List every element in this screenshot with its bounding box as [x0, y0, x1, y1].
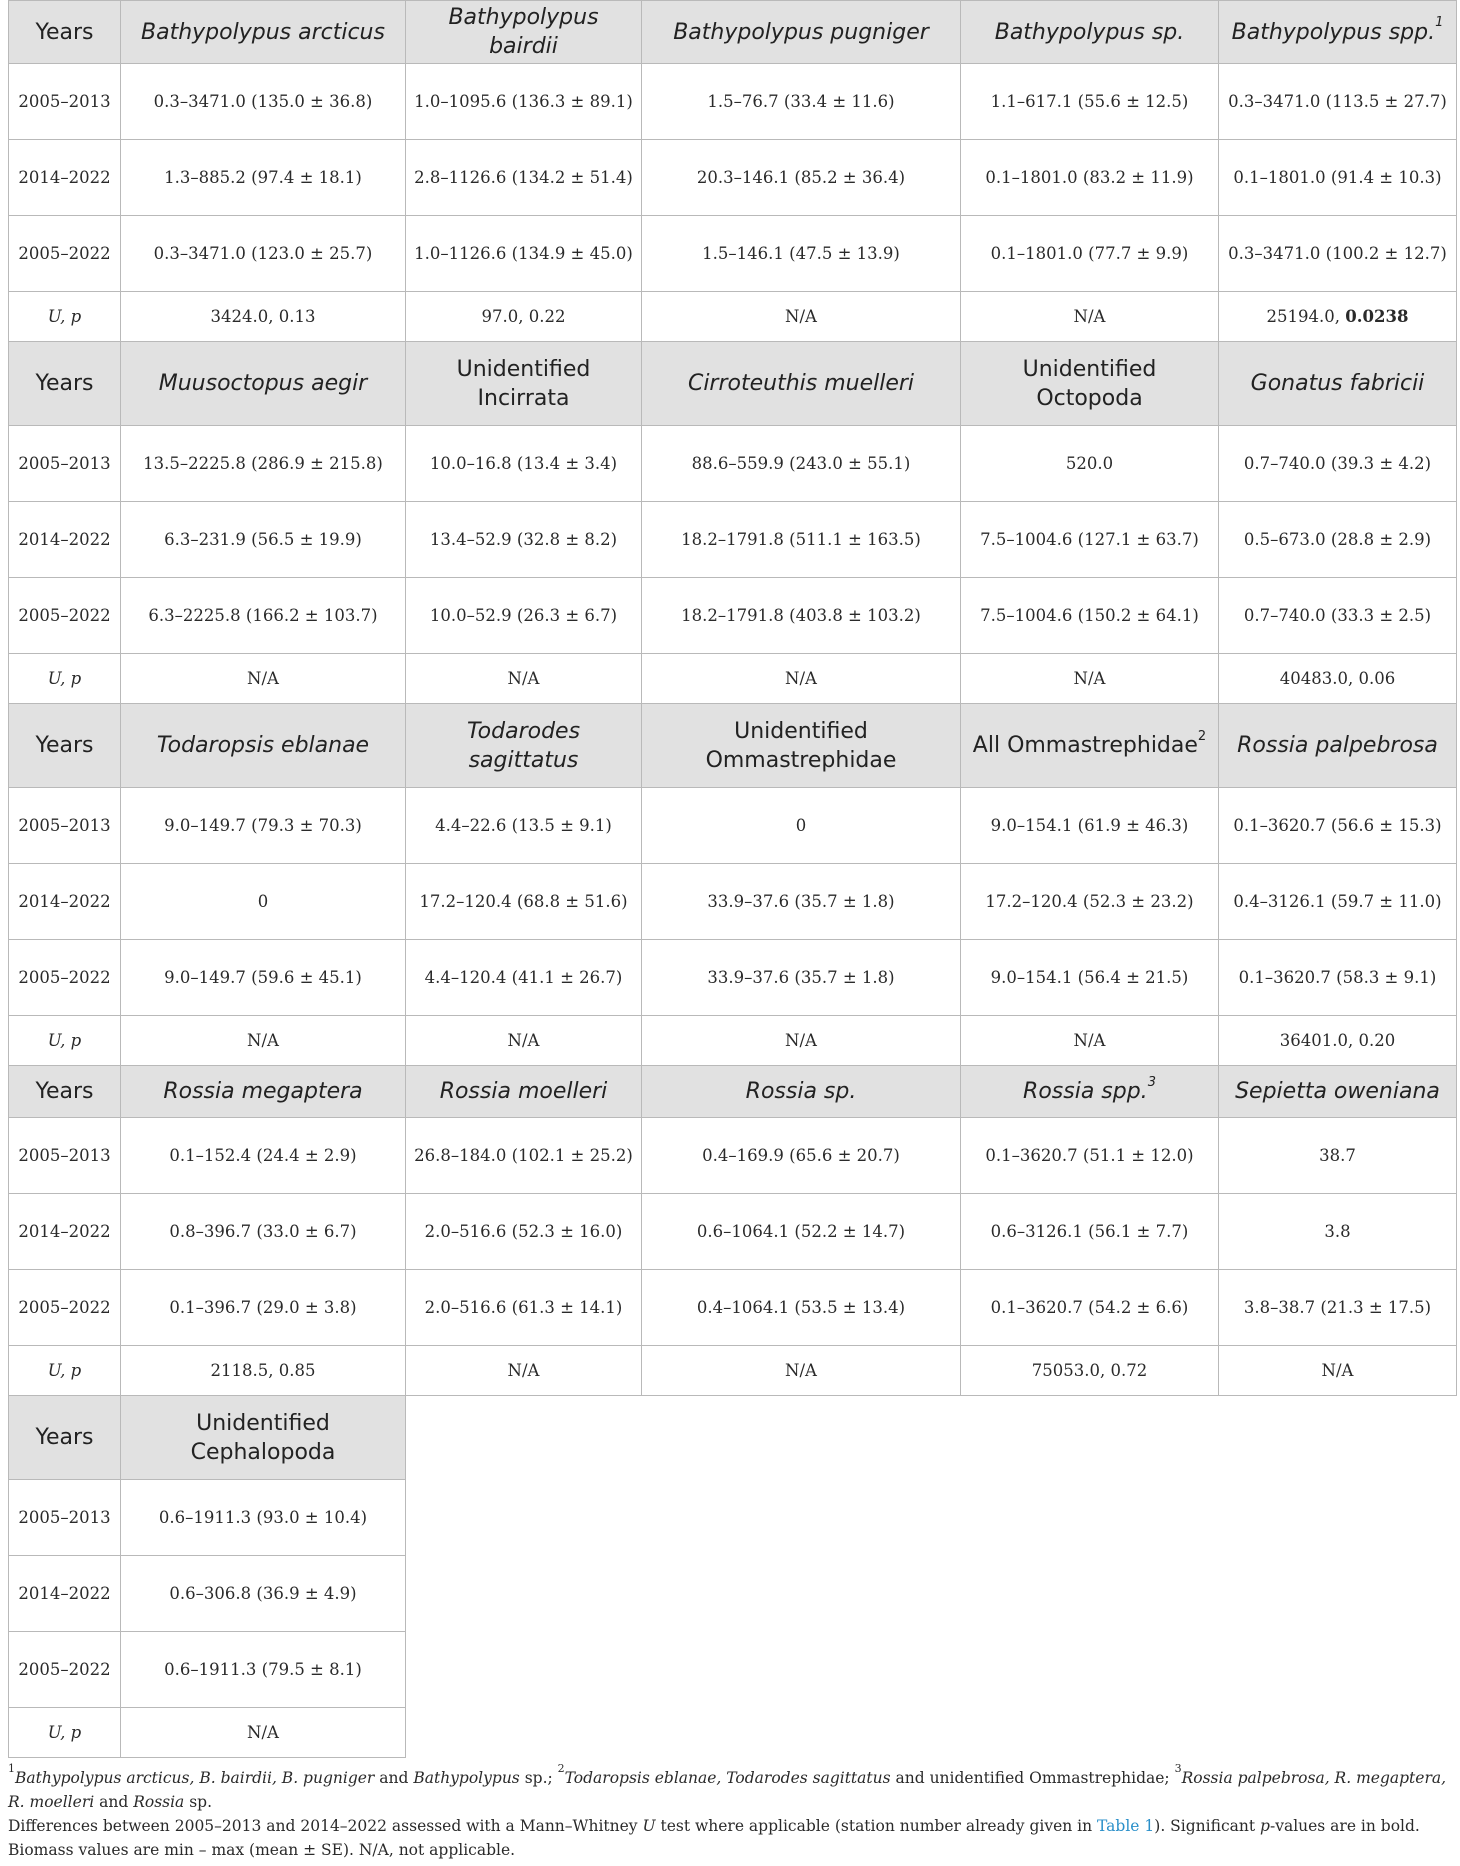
table-row [9, 1556, 1457, 1632]
biomass-cell: 20.3–146.1 (85.2 ± 36.4) [642, 140, 961, 216]
u-p-label: U, p [9, 1016, 121, 1066]
table-row [9, 64, 1457, 140]
biomass-cell: 10.0–16.8 (13.4 ± 3.4) [406, 426, 642, 502]
year-range-cell: 2005–2013 [9, 64, 121, 140]
u-test-value: N/A [1073, 306, 1106, 326]
species-header [642, 704, 961, 788]
biomass-cell: 0.1–1801.0 (91.4 ± 10.3) [1219, 140, 1457, 216]
species-name: Todaropsis eblanae [156, 733, 370, 758]
empty-cell [642, 1396, 961, 1480]
u-test-cell [961, 654, 1219, 704]
species-name: Rossia palpebrosa [1237, 733, 1438, 758]
biomass-cell: 0.4–3126.1 (59.7 ± 11.0) [1219, 864, 1457, 940]
table-row [9, 940, 1457, 1016]
u-test-cell [1219, 292, 1457, 342]
biomass-cell: 7.5–1004.6 (127.1 ± 63.7) [961, 502, 1219, 578]
table-row [9, 502, 1457, 578]
empty-cell [642, 1632, 961, 1708]
u-test-value: 3424.0, 0.13 [210, 306, 316, 326]
header-row [9, 1066, 1457, 1118]
biomass-cell: 17.2–120.4 (52.3 ± 23.2) [961, 864, 1219, 940]
species-header [961, 704, 1219, 788]
empty-cell [642, 1480, 961, 1556]
u-p-label: U, p [9, 1708, 121, 1758]
significant-p-value: 0.0238 [1345, 306, 1409, 326]
u-test-value: N/A [785, 668, 817, 688]
species-name: Bathypolypus spp. [1231, 19, 1436, 45]
empty-cell [961, 1708, 1219, 1758]
species-header [121, 1396, 406, 1480]
species-header [406, 704, 642, 788]
empty-cell [406, 1480, 642, 1556]
biomass-cell: 0.1–1801.0 (77.7 ± 9.9) [961, 216, 1219, 292]
empty-cell [1219, 1480, 1457, 1556]
u-test-row [9, 1346, 1457, 1396]
header-row [9, 704, 1457, 788]
biomass-cell: 18.2–1791.8 (511.1 ± 163.5) [642, 502, 961, 578]
biomass-cell: 0 [121, 864, 406, 940]
u-test-value: 2118.5, 0.85 [210, 1360, 316, 1380]
species-name: Bathypolypus bairdii [448, 5, 599, 59]
species-name: Unidentified Cephalopoda [190, 1410, 336, 1465]
biomass-cell: 0.1–396.7 (29.0 ± 3.8) [121, 1270, 406, 1346]
table-row [9, 216, 1457, 292]
biomass-cell: 18.2–1791.8 (403.8 ± 103.2) [642, 578, 961, 654]
biomass-cell: 1.3–885.2 (97.4 ± 18.1) [121, 140, 406, 216]
species-name: Rossia sp. [745, 1079, 857, 1104]
biomass-cell: 0.1–1801.0 (83.2 ± 11.9) [961, 140, 1219, 216]
u-test-cell [642, 654, 961, 704]
u-test-cell [1219, 654, 1457, 704]
biomass-cell: 6.3–231.9 (56.5 ± 19.9) [121, 502, 406, 578]
empty-cell [406, 1632, 642, 1708]
footnote-marker: 2 [1197, 728, 1207, 744]
species-header [406, 1, 642, 64]
species-name: Gonatus fabricii [1250, 371, 1425, 396]
u-test-cell [406, 1346, 642, 1396]
u-test-cell [121, 654, 406, 704]
table-row [9, 864, 1457, 940]
biomass-cell: 3.8 [1219, 1194, 1457, 1270]
footnote-marker: 3 [1147, 1074, 1156, 1090]
species-name: Rossia megaptera [163, 1079, 363, 1104]
species-header [642, 1066, 961, 1118]
u-test-row [9, 1708, 1457, 1758]
empty-cell [961, 1396, 1219, 1480]
u-test-cell [121, 1346, 406, 1396]
biomass-cell: 2.0–516.6 (61.3 ± 14.1) [406, 1270, 642, 1346]
species-header [1219, 704, 1457, 788]
year-range-cell: 2005–2013 [9, 426, 121, 502]
u-test-value: N/A [785, 1360, 817, 1380]
u-test-cell [961, 292, 1219, 342]
species-name: Rossia moelleri [439, 1079, 608, 1104]
year-range-cell: 2005–2013 [9, 788, 121, 864]
years-header: Years [9, 1396, 121, 1480]
u-test-value: 36401.0, 0.20 [1279, 1030, 1396, 1050]
years-header: Years [9, 342, 121, 426]
empty-cell [1219, 1708, 1457, 1758]
u-test-cell [642, 1346, 961, 1396]
biomass-cell: 2.8–1126.6 (134.2 ± 51.4) [406, 140, 642, 216]
u-test-value: N/A [1073, 1030, 1106, 1050]
biomass-cell: 26.8–184.0 (102.1 ± 25.2) [406, 1118, 642, 1194]
empty-cell [961, 1556, 1219, 1632]
biomass-cell: 4.4–120.4 (41.1 ± 26.7) [406, 940, 642, 1016]
table-row [9, 1632, 1457, 1708]
empty-cell [406, 1708, 642, 1758]
biomass-cell: 1.0–1126.6 (134.9 ± 45.0) [406, 216, 642, 292]
u-test-cell [961, 1016, 1219, 1066]
years-header: Years [9, 704, 121, 788]
empty-cell [961, 1632, 1219, 1708]
biomass-cell: 0.4–1064.1 (53.5 ± 13.4) [642, 1270, 961, 1346]
biomass-cell: 9.0–154.1 (56.4 ± 21.5) [961, 940, 1219, 1016]
biomass-cell: 0.1–3620.7 (58.3 ± 9.1) [1219, 940, 1457, 1016]
biomass-cell: 2.0–516.6 (52.3 ± 16.0) [406, 1194, 642, 1270]
biomass-cell: 0.3–3471.0 (100.2 ± 12.7) [1219, 216, 1457, 292]
biomass-cell: 9.0–149.7 (59.6 ± 45.1) [121, 940, 406, 1016]
u-test-value: N/A [1321, 1360, 1354, 1380]
page [8, 0, 1456, 1862]
species-header [1219, 1, 1457, 64]
u-p-label: U, p [9, 1346, 121, 1396]
empty-cell [642, 1708, 961, 1758]
empty-cell [406, 1556, 642, 1632]
table-row [9, 1118, 1457, 1194]
year-range-cell: 2005–2022 [9, 940, 121, 1016]
species-name: Cirroteuthis muelleri [687, 371, 915, 396]
empty-cell [642, 1556, 961, 1632]
u-test-row [9, 654, 1457, 704]
u-test-value: N/A [247, 668, 279, 688]
u-test-cell [121, 1708, 406, 1758]
table-row [9, 1270, 1457, 1346]
year-range-cell: 2014–2022 [9, 502, 121, 578]
year-range-cell: 2005–2022 [9, 1632, 121, 1708]
species-header [642, 1, 961, 64]
table-footnotes [8, 1761, 1456, 1862]
year-range-cell: 2014–2022 [9, 140, 121, 216]
empty-cell [1219, 1396, 1457, 1480]
header-row [9, 1396, 1457, 1480]
header-row [9, 1, 1457, 64]
table-row [9, 140, 1457, 216]
species-name: Muusoctopus aegir [158, 371, 368, 396]
species-header [961, 1, 1219, 64]
species-header [121, 342, 406, 426]
species-header [961, 342, 1219, 426]
biomass-cell: 0.6–306.8 (36.9 ± 4.9) [121, 1556, 406, 1632]
biomass-cell: 0.3–3471.0 (113.5 ± 27.7) [1219, 64, 1457, 140]
species-name: Bathypolypus sp. [994, 19, 1185, 45]
biomass-cell: 17.2–120.4 (68.8 ± 51.6) [406, 864, 642, 940]
biomass-cell: 0.6–1911.3 (79.5 ± 8.1) [121, 1632, 406, 1708]
table-row [9, 1480, 1457, 1556]
biomass-cell: 520.0 [961, 426, 1219, 502]
year-range-cell: 2005–2013 [9, 1118, 121, 1194]
biomass-cell: 88.6–559.9 (243.0 ± 55.1) [642, 426, 961, 502]
table-row [9, 788, 1457, 864]
table-row [9, 426, 1457, 502]
u-p-label: U, p [9, 654, 121, 704]
u-test-cell [1219, 1346, 1457, 1396]
species-name: Rossia spp. [1023, 1079, 1148, 1104]
biomass-cell: 0.7–740.0 (33.3 ± 2.5) [1219, 578, 1457, 654]
u-test-cell [406, 292, 642, 342]
u-test-value: N/A [507, 1030, 540, 1050]
biomass-cell: 6.3–2225.8 (166.2 ± 103.7) [121, 578, 406, 654]
biomass-cell: 0.7–740.0 (39.3 ± 4.2) [1219, 426, 1457, 502]
biomass-cell: 1.5–76.7 (33.4 ± 11.6) [642, 64, 961, 140]
u-test-row [9, 292, 1457, 342]
species-name: Unidentified Incirrata [456, 356, 591, 411]
species-header [121, 1066, 406, 1118]
species-header [1219, 342, 1457, 426]
table-row [9, 578, 1457, 654]
biomass-cell: 0 [642, 788, 961, 864]
species-header [406, 1066, 642, 1118]
empty-cell [406, 1396, 642, 1480]
species-name: Unidentified Ommastrephidae [705, 718, 897, 773]
species-name: Bathypolypus pugniger [673, 19, 929, 45]
biomass-cell: 0.1–3620.7 (56.6 ± 15.3) [1219, 788, 1457, 864]
u-test-value: N/A [247, 1030, 279, 1050]
year-range-cell: 2005–2022 [9, 1270, 121, 1346]
years-header: Years [9, 1066, 121, 1118]
biomass-cell: 3.8–38.7 (21.3 ± 17.5) [1219, 1270, 1457, 1346]
u-test-cell [406, 654, 642, 704]
biomass-cell: 0.6–3126.1 (56.1 ± 7.7) [961, 1194, 1219, 1270]
years-header: Years [9, 1, 121, 64]
table-1-link[interactable]: Table 1 [1097, 1817, 1155, 1835]
species-name: Unidentified Octopoda [1022, 356, 1157, 411]
u-test-cell [121, 292, 406, 342]
u-test-value: 75053.0, 0.72 [1031, 1360, 1148, 1380]
biomass-cell: 4.4–22.6 (13.5 ± 9.1) [406, 788, 642, 864]
biomass-cell: 0.4–169.9 (65.6 ± 20.7) [642, 1118, 961, 1194]
u-test-value: N/A [1073, 668, 1106, 688]
biomass-cell: 33.9–37.6 (35.7 ± 1.8) [642, 940, 961, 1016]
u-test-cell [961, 1346, 1219, 1396]
u-test-value: N/A [785, 306, 817, 326]
biomass-cell: 9.0–154.1 (61.9 ± 46.3) [961, 788, 1219, 864]
biomass-cell: 1.1–617.1 (55.6 ± 12.5) [961, 64, 1219, 140]
u-test-value: 97.0, 0.22 [481, 306, 566, 326]
species-header [961, 1066, 1219, 1118]
biomass-cell: 0.6–1911.3 (93.0 ± 10.4) [121, 1480, 406, 1556]
biomass-cell: 0.8–396.7 (33.0 ± 6.7) [121, 1194, 406, 1270]
biomass-cell: 1.5–146.1 (47.5 ± 13.9) [642, 216, 961, 292]
biomass-cell: 0.1–152.4 (24.4 ± 2.9) [121, 1118, 406, 1194]
table-body [9, 1, 1457, 1758]
footnote-species-groups: $^1$Bathypolypus arcticus, B. bairdii, B. pugniger and Bathypolypus sp.; $^2$Todaropsis eblanae, Todarodes sagittatus and unidentified Ommastrephidae; $^3$Rossia palpebrosa, R. megaptera, R. moelleri and Rossia sp. [8, 1761, 1447, 1811]
biomass-cell: 13.5–2225.8 (286.9 ± 215.8) [121, 426, 406, 502]
biomass-cell: 0.6–1064.1 (52.2 ± 14.7) [642, 1194, 961, 1270]
biomass-cell: 0.3–3471.0 (123.0 ± 25.7) [121, 216, 406, 292]
u-test-value: 40483.0, 0.06 [1279, 668, 1396, 688]
biomass-cell: 0.1–3620.7 (51.1 ± 12.0) [961, 1118, 1219, 1194]
species-name: Sepietta oweniana [1235, 1079, 1440, 1104]
biomass-cell: 33.9–37.6 (35.7 ± 1.8) [642, 864, 961, 940]
species-name: Todarodes sagittatus [466, 718, 581, 773]
year-range-cell: 2005–2022 [9, 578, 121, 654]
u-test-value: N/A [507, 1360, 540, 1380]
species-header [121, 1, 406, 64]
footnote-methods: Differences between 2005–2013 and 2014–2022 assessed with a Mann–Whitney U test where applicable (station number already given in Table 1). Significant p-values are in bold. Biomass values are min – max (mean ± SE). N/A, not applicable. [8, 1817, 1420, 1859]
u-test-value: N/A [785, 1030, 817, 1050]
u-test-cell [121, 1016, 406, 1066]
u-p-label: U, p [9, 292, 121, 342]
species-header [406, 342, 642, 426]
year-range-cell: 2014–2022 [9, 864, 121, 940]
header-row [9, 342, 1457, 426]
u-test-cell [1219, 1016, 1457, 1066]
u-test-cell [406, 1016, 642, 1066]
species-header [121, 704, 406, 788]
year-range-cell: 2005–2022 [9, 216, 121, 292]
biomass-cell: 1.0–1095.6 (136.3 ± 89.1) [406, 64, 642, 140]
u-test-value: N/A [247, 1722, 279, 1742]
biomass-cell: 38.7 [1219, 1118, 1457, 1194]
year-range-cell: 2014–2022 [9, 1556, 121, 1632]
species-header [642, 342, 961, 426]
species-header [1219, 1066, 1457, 1118]
year-range-cell: 2014–2022 [9, 1194, 121, 1270]
year-range-cell: 2005–2013 [9, 1480, 121, 1556]
biomass-cell: 7.5–1004.6 (150.2 ± 64.1) [961, 578, 1219, 654]
u-test-cell [642, 292, 961, 342]
u-test-cell [642, 1016, 961, 1066]
biomass-cell: 0.1–3620.7 (54.2 ± 6.6) [961, 1270, 1219, 1346]
biomass-cell: 10.0–52.9 (26.3 ± 6.7) [406, 578, 642, 654]
u-test-row [9, 1016, 1457, 1066]
empty-cell [1219, 1556, 1457, 1632]
footnote-marker: 1 [1435, 15, 1444, 31]
table-row [9, 1194, 1457, 1270]
biomass-cell: 9.0–149.7 (79.3 ± 70.3) [121, 788, 406, 864]
empty-cell [961, 1480, 1219, 1556]
biomass-cell: 0.3–3471.0 (135.0 ± 36.8) [121, 64, 406, 140]
biomass-table [8, 0, 1457, 1758]
species-name: All Ommastrephidae [972, 733, 1198, 758]
u-test-value: 25194.0, [1266, 306, 1346, 326]
u-test-value: N/A [507, 668, 540, 688]
biomass-cell: 13.4–52.9 (32.8 ± 8.2) [406, 502, 642, 578]
species-name: Bathypolypus arcticus [141, 19, 385, 45]
biomass-cell: 0.5–673.0 (28.8 ± 2.9) [1219, 502, 1457, 578]
empty-cell [1219, 1632, 1457, 1708]
